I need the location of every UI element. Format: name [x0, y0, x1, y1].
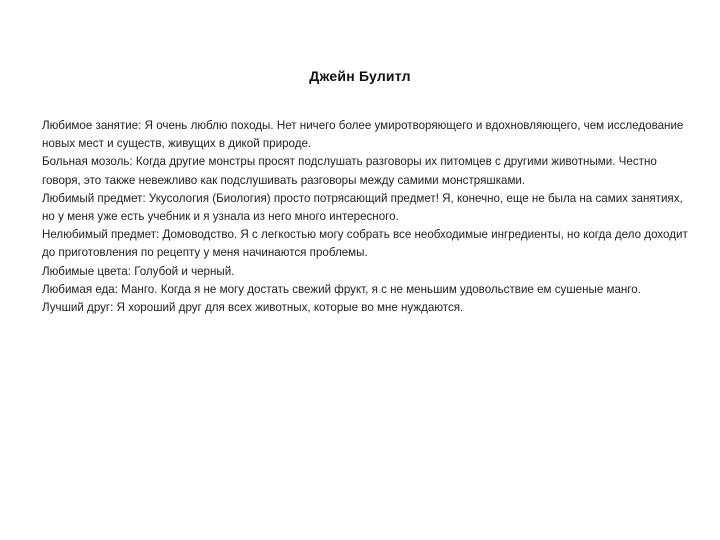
paragraph-favorite-subject: Любимый предмет: Укусология (Биология) просто потрясающий предмет! Я, конечно, еще не была на самих занятиях, но у меня уже есть учебник и я узнала из него много интересного.	[42, 191, 683, 224]
paragraph-hobby: Любимое занятие: Я очень люблю походы. Нет ничего более умиротворяющего и вдохновляющего, чем исследование новых мест и существ, живущих в дикой природе.	[42, 119, 684, 151]
paragraph-least-favorite-subject: Нелюбимый предмет: Домоводство. Я с легкостью могу собрать все необходимые ингредиенты, но когда дело доходит до приготовления по рецепту у меня начинаются проблемы.	[42, 228, 688, 260]
bio-text	[42, 117, 692, 317]
paragraph-best-friend: Лучший друг: Я хороший друг для всех животных, которые во мне нуждаются.	[42, 301, 464, 315]
paragraph-favorite-colors: Любимые цвета: Голубой и черный.	[42, 264, 235, 278]
page-title: Джейн Булитл	[309, 68, 411, 84]
paragraph-pet-peeve: Больная мозоль: Когда другие монстры просят подслушать разговоры их питомцев с другими животными. Честно говоря, это также невежливо как подслушивать разговоры между самими монстряшками.	[42, 155, 657, 187]
paragraph-favorite-food: Любимая еда: Манго. Когда я не могу достать свежий фрукт, я с не меньшим удовольствие ем сушеные манго.	[42, 282, 641, 296]
